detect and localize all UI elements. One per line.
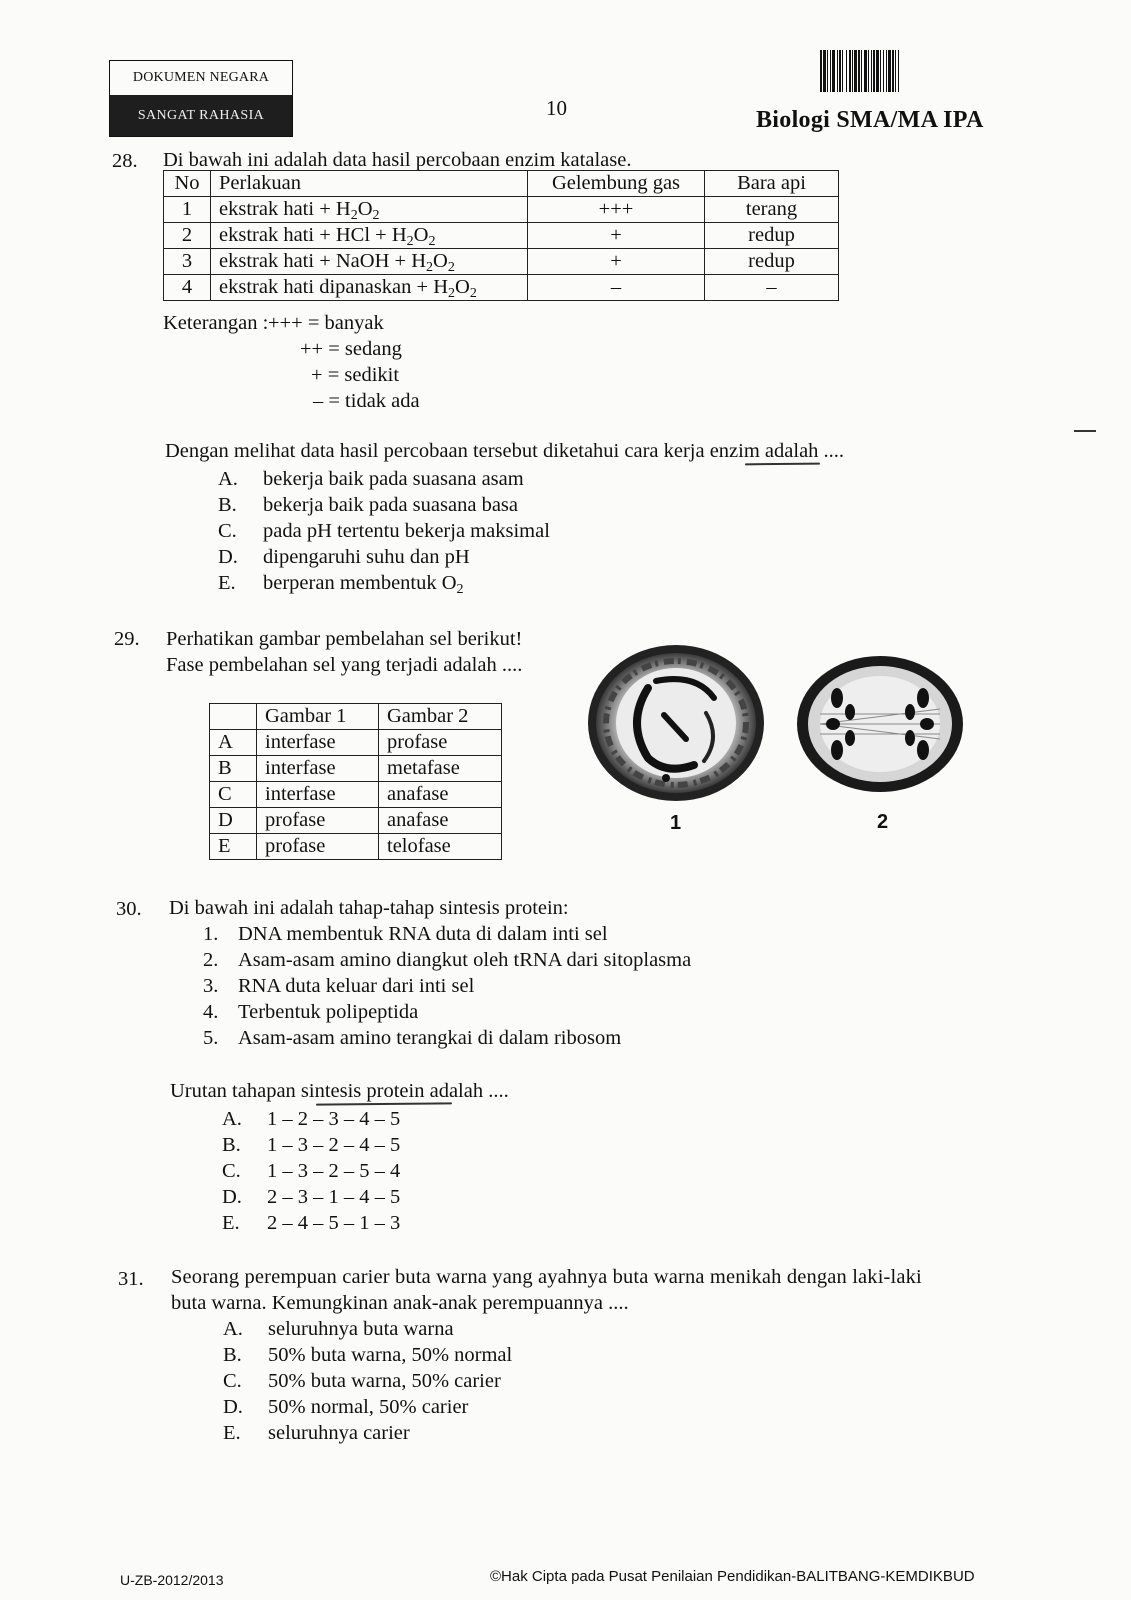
row-bara: redup (705, 223, 839, 249)
q30-number: 30. (116, 898, 142, 920)
row-gas: + (528, 223, 705, 249)
q30-option-c: C. 1 – 3 – 2 – 5 – 4 (222, 1160, 401, 1182)
row-key: C (210, 782, 257, 808)
row-g2: metafase (379, 756, 502, 782)
caption-2: 2 (877, 811, 889, 833)
q28-option-c: C. pada pH tertentu bekerja maksimal (218, 520, 550, 542)
row-g1: profase (257, 808, 379, 834)
q31-line2: buta warna. Kemungkinan anak-anak perempuannya .... (171, 1292, 629, 1314)
subject-title: Biologi SMA/MA IPA (756, 107, 984, 133)
table-row (164, 275, 839, 301)
cell-anaphase-image (795, 654, 965, 794)
q29-table (209, 703, 502, 860)
row-g2: anafase (379, 782, 502, 808)
q30-step-1: 1. DNA membentuk RNA duta di dalam inti sel (203, 923, 608, 945)
row-no: 2 (164, 223, 211, 249)
cell-prophase-image (586, 643, 766, 803)
q28-option-b: B. bekerja baik pada suasana basa (218, 494, 518, 516)
table-row (164, 223, 839, 249)
row-perlakuan: ekstrak hati dipanaskan + $H_2O_2$ (211, 275, 528, 301)
row-perlakuan: ekstrak hati + NaOH + $H_2O_2$ (211, 249, 528, 275)
row-bara: terang (705, 197, 839, 223)
q30-option-d: D. 2 – 3 – 1 – 4 – 5 (222, 1186, 401, 1208)
table-row (210, 730, 502, 756)
row-gas: – (528, 275, 705, 301)
row-no: 1 (164, 197, 211, 223)
q28-option-e: E. berperan membentuk $O_2$ (218, 572, 464, 597)
legend-title: Keterangan : (163, 312, 269, 334)
q30-option-b: B. 1 – 3 – 2 – 4 – 5 (222, 1134, 401, 1156)
q30-option-a: A. 1 – 2 – 3 – 4 – 5 (222, 1108, 401, 1130)
row-perlakuan: ekstrak hati + HCl + $H_2O_2$ (211, 223, 528, 249)
doc-label: DOKUMEN NEGARA (132, 70, 270, 85)
table-row (210, 756, 502, 782)
table-row (210, 834, 502, 860)
q28-table (163, 170, 839, 301)
document-classification-box (109, 60, 293, 137)
caption-1: 1 (670, 812, 682, 834)
col-bara: Bara api (705, 171, 839, 197)
q28-option-d: D. dipengaruhi suhu dan pH (218, 546, 470, 568)
copyright-notice: ©Hak Cipta pada Pusat Penilaian Pendidikan-BALITBANG-KEMDIKBUD (490, 1568, 975, 1585)
col-gelembung: Gelembung gas (528, 171, 705, 197)
col-no: No (164, 171, 211, 197)
row-key: B (210, 756, 257, 782)
q28-question: Dengan melihat data hasil percobaan tersebut diketahui cara kerja enzim adalah .... (165, 440, 845, 462)
legend-item: – = tidak ada (313, 390, 420, 412)
row-key: A (210, 730, 257, 756)
q30-question: Urutan tahapan sintesis protein adalah .... (170, 1080, 509, 1102)
row-key: E (210, 834, 257, 860)
row-no: 4 (164, 275, 211, 301)
legend-item: +++ = banyak (268, 312, 384, 334)
col-perlakuan: Perlakuan (211, 171, 528, 197)
row-bara: – (705, 275, 839, 301)
q31-line1: Seorang perempuan carier buta warna yang ayahnya buta warna menikah dengan laki-laki (171, 1266, 922, 1288)
table-header-row (164, 171, 839, 197)
row-key: D (210, 808, 257, 834)
secret-label: SANGAT RAHASIA (110, 95, 292, 136)
q31-option-d: D. 50% normal, 50% carier (223, 1396, 469, 1418)
q31-option-c: C. 50% buta warna, 50% carier (223, 1370, 501, 1392)
q30-step-5: 5. Asam-asam amino terangkai di dalam ribosom (203, 1027, 622, 1049)
table-header-row (210, 704, 502, 730)
row-g1: interfase (257, 782, 379, 808)
q30-step-4: 4. Terbentuk polipeptida (203, 1001, 419, 1023)
table-row (210, 782, 502, 808)
barcode-icon (820, 50, 1006, 92)
page-number: 10 (546, 96, 567, 120)
col-key (210, 704, 257, 730)
scan-mark (1074, 430, 1096, 432)
row-g2: telofase (379, 834, 502, 860)
q31-option-e: E. seluruhnya carier (223, 1422, 410, 1444)
col-gambar2: Gambar 2 (379, 704, 502, 730)
q28-option-a: A. bekerja baik pada suasana asam (218, 468, 524, 490)
row-bara: redup (705, 249, 839, 275)
exam-code: U-ZB-2012/2013 (120, 1572, 224, 1588)
row-gas: + (528, 249, 705, 275)
q31-number: 31. (118, 1268, 144, 1290)
pen-underline (745, 463, 820, 466)
q29-number: 29. (114, 628, 140, 650)
row-g2: anafase (379, 808, 502, 834)
q30-intro: Di bawah ini adalah tahap-tahap sintesis protein: (169, 897, 569, 919)
row-g1: interfase (257, 730, 379, 756)
q30-option-e: E. 2 – 4 – 5 – 1 – 3 (222, 1212, 401, 1234)
row-g2: profase (379, 730, 502, 756)
q30-step-2: 2. Asam-asam amino diangkut oleh tRNA dari sitoplasma (203, 949, 692, 971)
q28-intro: Di bawah ini adalah data hasil percobaan enzim katalase. (163, 149, 632, 171)
table-row (164, 197, 839, 223)
q28-number: 28. (112, 150, 138, 172)
table-row (164, 249, 839, 275)
legend-item: + = sedikit (311, 364, 400, 386)
col-gambar1: Gambar 1 (257, 704, 379, 730)
row-g1: profase (257, 834, 379, 860)
q31-option-a: A. seluruhnya buta warna (223, 1318, 454, 1340)
row-gas: +++ (528, 197, 705, 223)
q31-option-b: B. 50% buta warna, 50% normal (223, 1344, 513, 1366)
legend-item: ++ = sedang (300, 338, 402, 360)
row-perlakuan: ekstrak hati + $H_2O_2$ (211, 197, 528, 223)
q30-step-3: 3. RNA duta keluar dari inti sel (203, 975, 475, 997)
row-no: 3 (164, 249, 211, 275)
table-row (210, 808, 502, 834)
q29-line1: Perhatikan gambar pembelahan sel berikut! (166, 628, 523, 650)
q29-line2: Fase pembelahan sel yang terjadi adalah .... (166, 654, 523, 676)
row-g1: interfase (257, 756, 379, 782)
